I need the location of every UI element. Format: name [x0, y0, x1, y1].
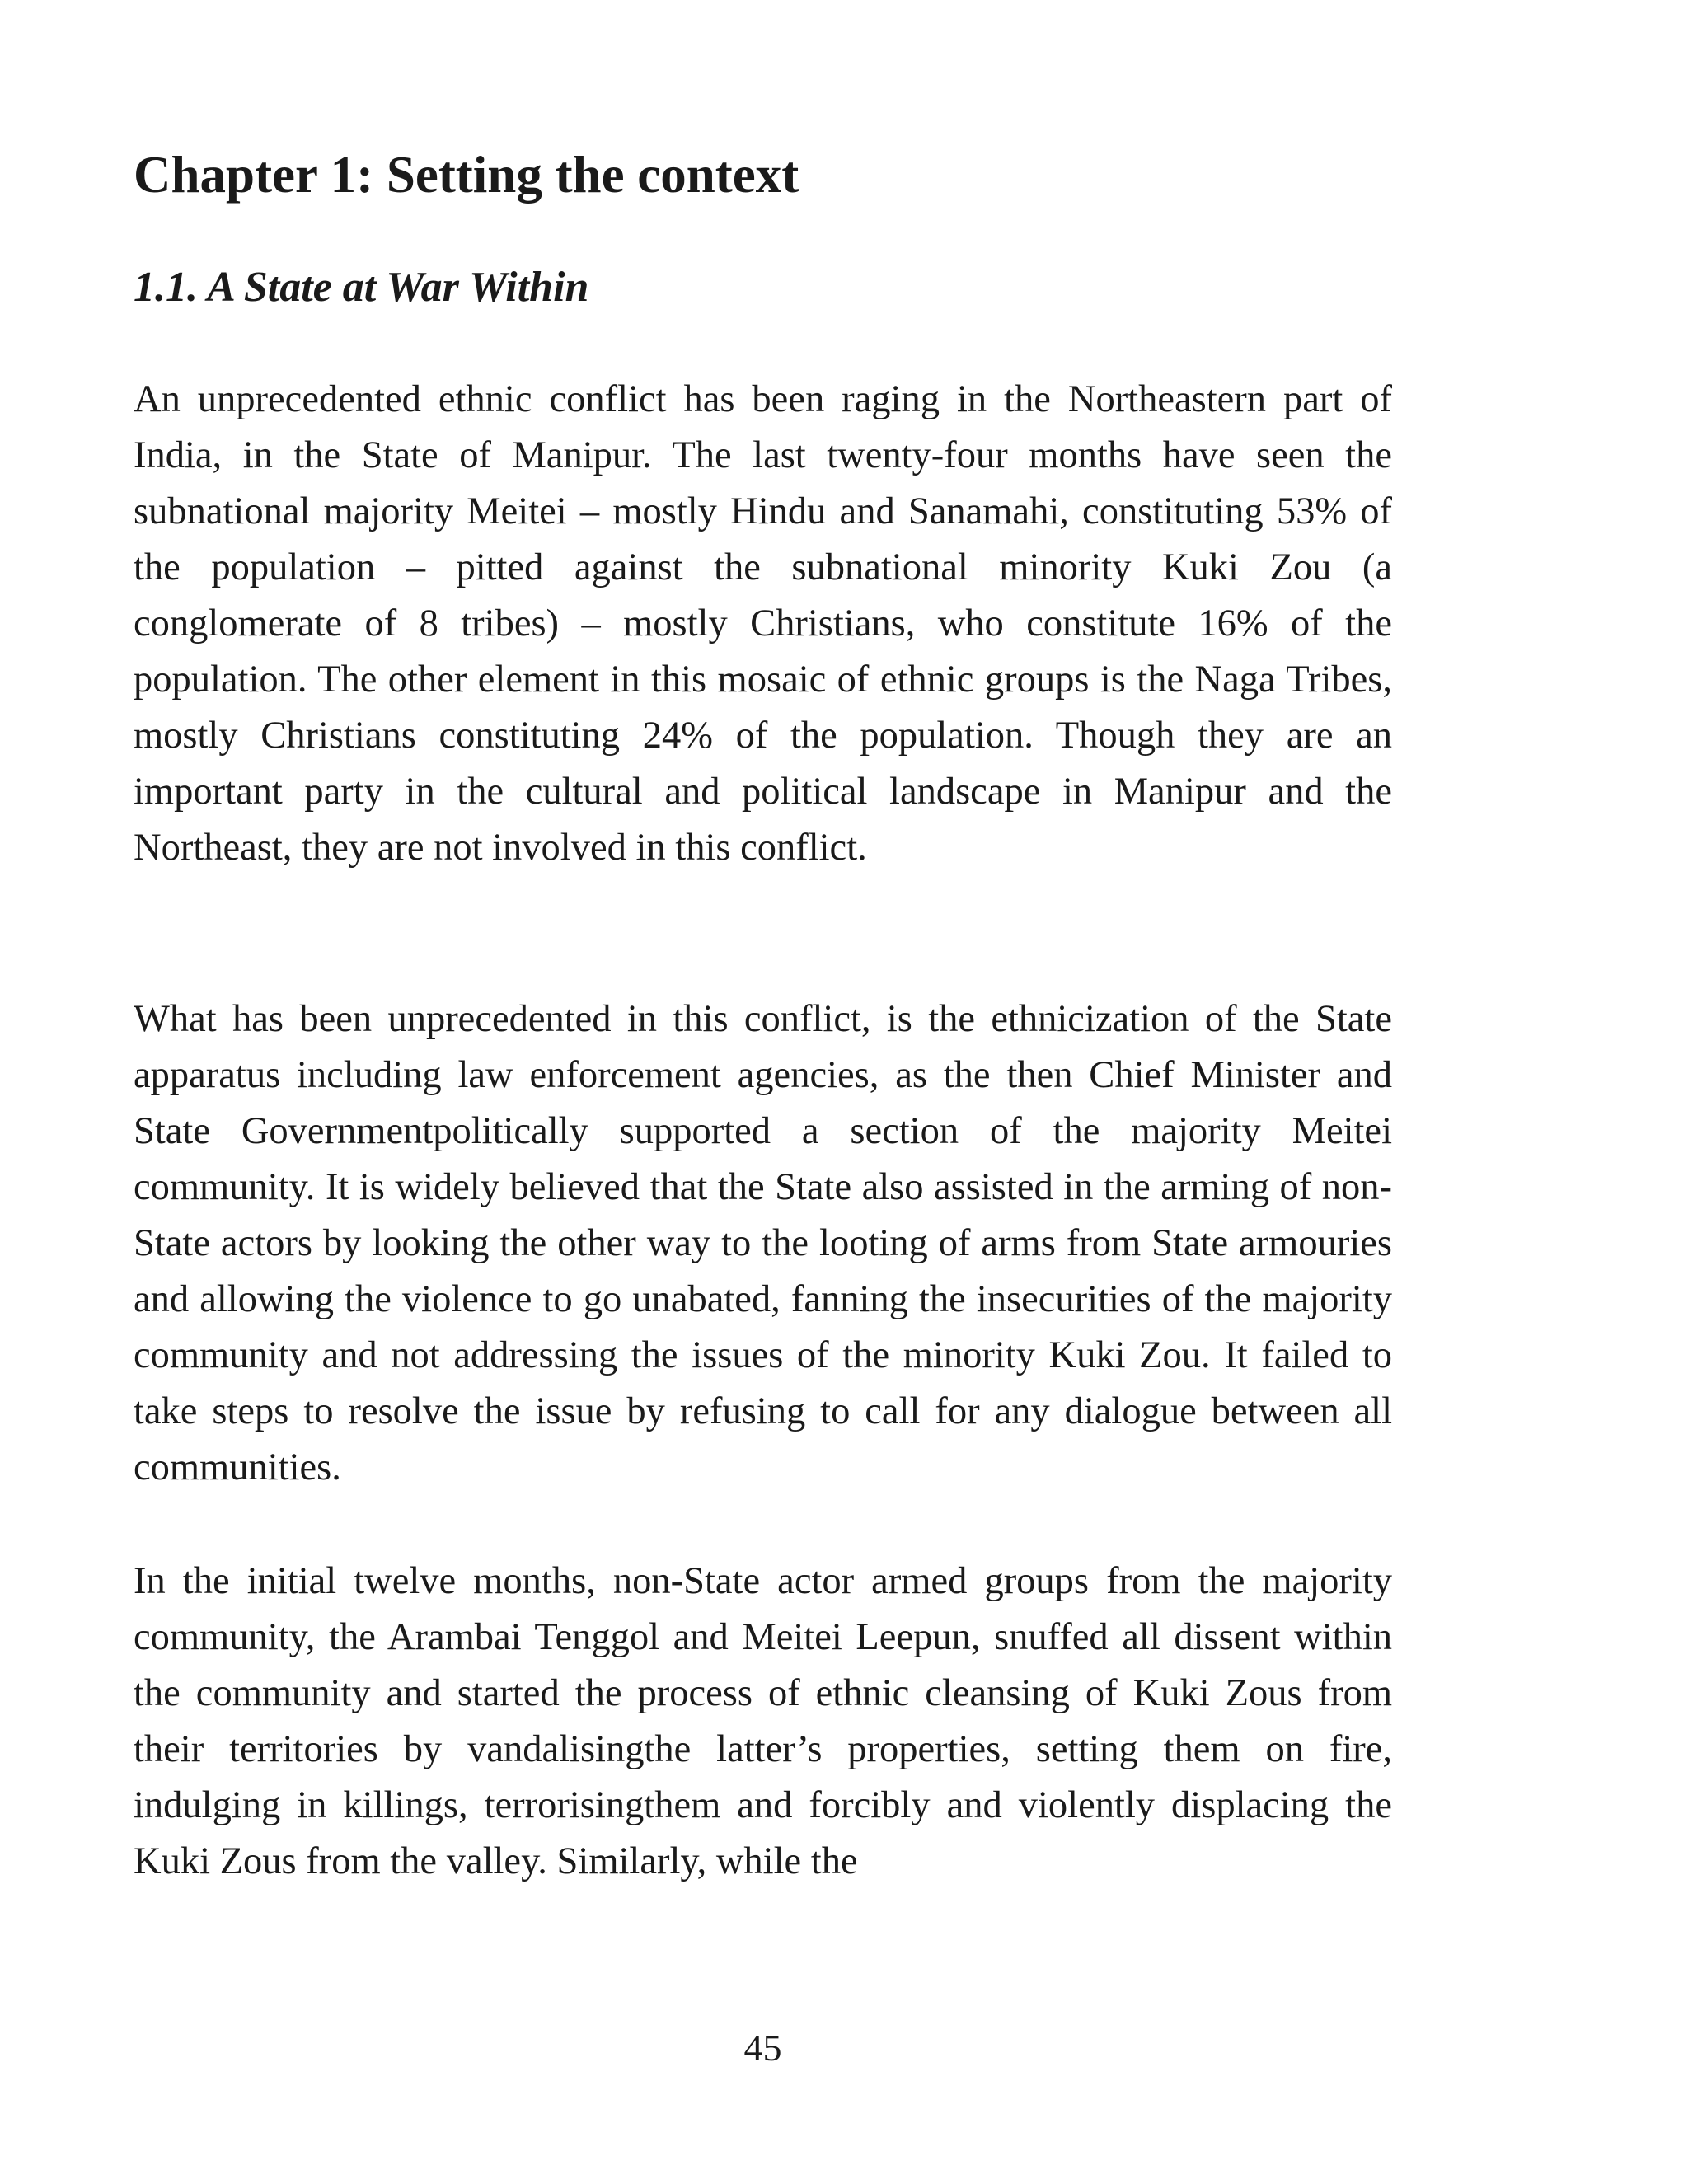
paragraph-2: What has been unprecedented in this conflict, is the ethnicization of the State apparatus including law enforcement agencies, as the then Chief Minister and State Governmentpolitically supported a section of the majority Meitei community. It is widely believed that the State also assisted in the arming of non-State actors by looking the other way to the looting of arms from State armouries and allowing the violence to go unabated, fanning the insecurities of the majority community and not addressing the issues of the minority Kuki Zou. It failed to take steps to resolve the issue by refusing to call for any dialogue between all communities. — [134, 998, 1392, 1488]
section-title: 1.1. A State at War Within — [134, 264, 589, 311]
chapter-title: Chapter 1: Setting the context — [134, 146, 799, 204]
paragraph-3: In the initial twelve months, non-State actor armed groups from the majority community, the Arambai Tenggol and Meitei Leepun, snuffed all dissent within the community and started the process of ethnic cleansing of Kuki Zous from their territories by vandalisingthe latter’s properties, setting them on fire, indulging in killings, terrorisingthem and forcibly and violently displacing the Kuki Zous from the valley. Similarly, while the — [134, 1560, 1392, 1882]
paragraph-1: An unprecedented ethnic conflict has been raging in the Northeastern part of India, in the State of Manipur. The last twenty-four months have seen the subnational majority Meitei – mostly Hindu and Sanamahi, constituting 53% of the population – pitted against the subnational minority Kuki Zou (a conglomerate of 8 tribes) – mostly Christians, who constitute 16% of the population. The other element in this mosaic of ethnic groups is the Naga Tribes, mostly Christians constituting 24% of the population. Though they are an important party in the cultural and political landscape in Manipur and the Northeast, they are not involved in this conflict. — [134, 378, 1392, 869]
document-page — [134, 0, 1392, 2184]
page-number: 45 — [743, 2027, 782, 2069]
